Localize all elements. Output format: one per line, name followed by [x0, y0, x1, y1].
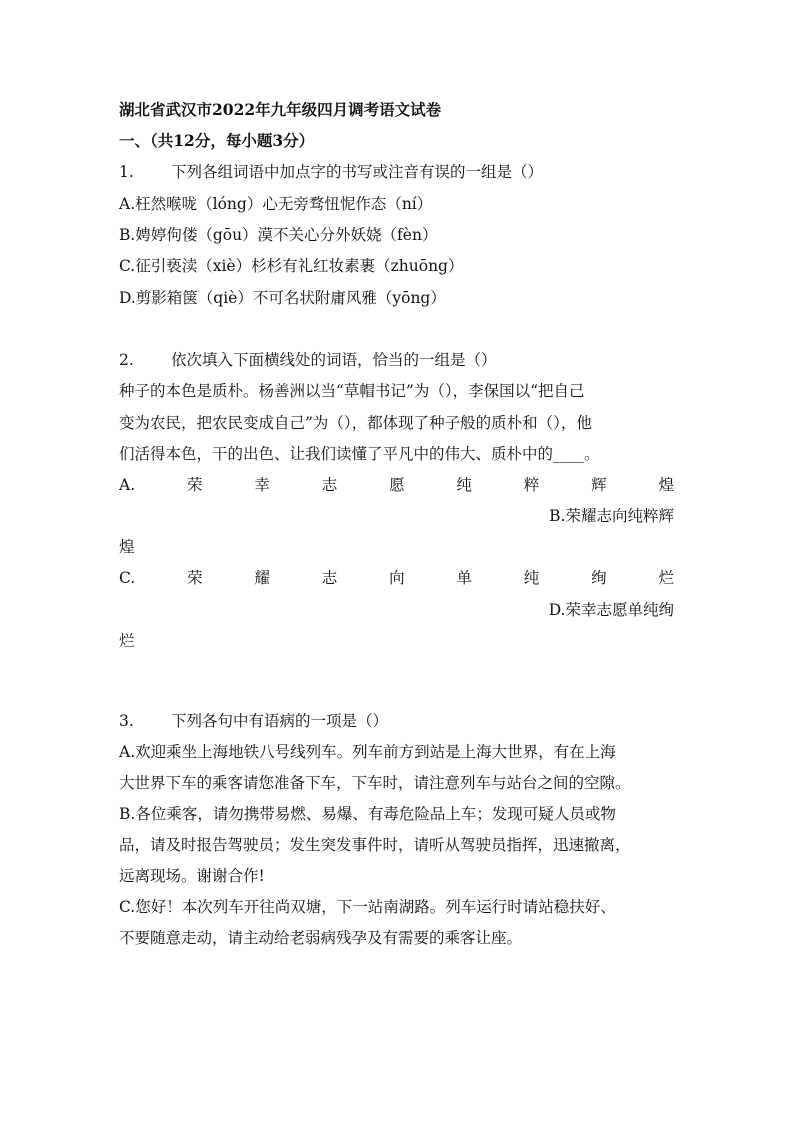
option-token: 荣 — [187, 569, 203, 587]
option-token: 荣 — [186, 476, 203, 494]
question-1-stem — [119, 162, 674, 182]
option-token: 志 — [321, 476, 338, 494]
option-token: 粹 — [523, 476, 540, 494]
question-2-option-b: B.荣耀志向纯粹辉 — [549, 507, 674, 525]
question-text: 依次填入下面横线处的词语，恰当的一组是（） — [171, 351, 497, 369]
question-2-option-d-tail: 烂 — [119, 632, 135, 650]
question-2-option-c — [119, 568, 674, 588]
option-token: 愿 — [389, 476, 405, 494]
question-2-passage-line: 们活得本色，干的出色、让我们读懂了平凡中的伟大、质朴中的____。 — [119, 445, 600, 463]
option-token: 幸 — [254, 476, 270, 494]
question-text: 下列各句中有语病的一项是（） — [171, 712, 389, 730]
question-3-option-a-line: 大世界下车的乘客请您准备下车，下车时，请注意列车与站台之间的空隙。 — [119, 774, 631, 792]
option-token: 煌 — [658, 476, 674, 494]
option-token: 纯 — [523, 569, 540, 587]
question-1-option-d: D.剪影箱箧（qiè）不可名状附庸风雅（yōng） — [119, 289, 446, 307]
question-3-option-b-line: 远离现场。谢谢合作! — [119, 867, 265, 885]
section-heading: 一、（共12分，每小题3分） — [119, 131, 315, 150]
option-token: 单 — [456, 569, 472, 587]
question-number: 3. — [119, 712, 134, 730]
question-3-option-b-line: B.各位乘客，请勿携带易燃、易爆、有毒危险品上车；发现可疑人员或物 — [119, 805, 616, 823]
question-2-stem — [119, 350, 674, 370]
option-token: 烂 — [658, 569, 674, 587]
option-token: 向 — [389, 569, 405, 587]
question-3-option-b-line: 品，请及时报告驾驶员；发生突发事件时，请听从驾驶员指挥，迅速撤离， — [119, 836, 631, 854]
question-2-option-b-tail: 煌 — [119, 538, 135, 556]
option-token: A. — [119, 476, 136, 494]
option-token: 纯 — [456, 476, 472, 494]
question-3-option-a-line: A.欢迎乘坐上海地铁八号线列车。列车前方到站是上海大世界，有在上海 — [119, 743, 616, 761]
question-1-option-c: C.征引亵渎（xiè）杉杉有礼红妆素裹（zhuōng） — [119, 257, 464, 275]
question-1-option-b: B.娉婷佝偻（gōu）漠不关心分外妖娆（fèn） — [119, 226, 438, 244]
option-token: 绚 — [591, 569, 607, 587]
question-2-passage-line: 变为农民，把农民变成自己”为（），都体现了种子般的质朴和（），他 — [119, 414, 592, 432]
question-text: 下列各组词语中加点字的书写或注音有误的一组是（） — [171, 163, 544, 181]
question-1-option-a: A.枉然喉咙（lóng）心无旁骛忸怩作态（ní） — [119, 195, 433, 213]
question-3-stem — [119, 711, 674, 731]
question-3-option-c-line: 不要随意走动，请主动给老弱病残孕及有需要的乘客让座。 — [119, 929, 523, 947]
exam-title: 湖北省武汉市2022年九年级四月调考语文试卷 — [119, 100, 442, 119]
question-2-passage-line: 种子的本色是质朴。杨善洲以当“草帽书记”为（），李保国以“把自己 — [119, 382, 585, 400]
question-3-option-c-line: C.您好！本次列车开往尚双塘，下一站南湖路。列车运行时请站稳扶好、 — [119, 898, 616, 916]
option-token: 志 — [321, 569, 338, 587]
question-number: 2. — [119, 351, 134, 369]
question-2-option-d: D.荣幸志愿单纯绚 — [548, 601, 674, 619]
option-token: 耀 — [254, 569, 270, 587]
question-number: 1. — [119, 163, 134, 181]
option-token: C. — [119, 569, 136, 587]
question-2-option-a — [119, 475, 674, 495]
option-token: 辉 — [591, 476, 607, 494]
